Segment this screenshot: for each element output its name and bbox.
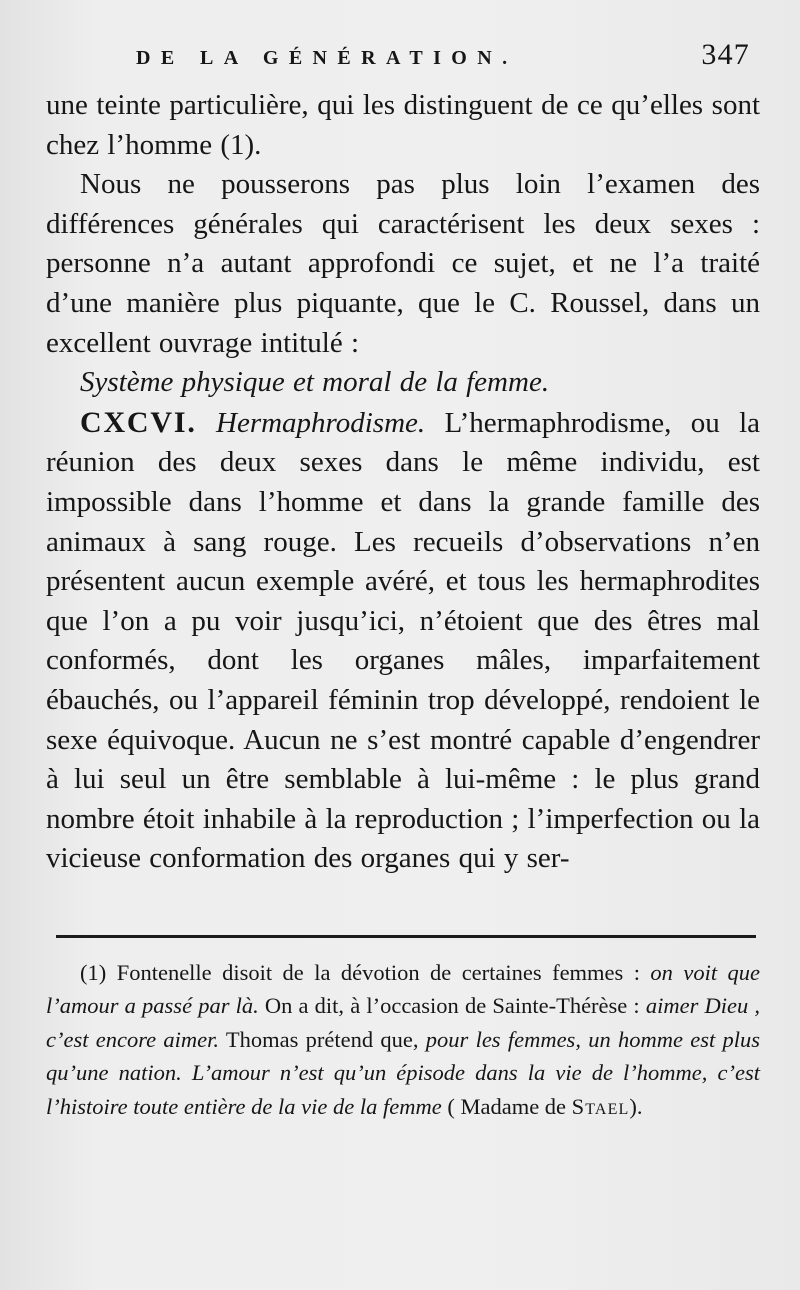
footnote-text: Fontenelle disoit de la dévotion de certaines femmes : [116,959,640,985]
paragraph-hermaphrodisme [46,403,760,879]
paragraph-continued: une teinte particulière, qui les distinguent de ce qu’elles sont chez l’homme (1). [46,89,760,161]
footnote-marker: (1) [80,959,107,985]
section-number: CXCVI. [80,405,197,439]
footnote-quote: pour les femmes, un homme est plus qu’une nation. L’amour n’est qu’un épisode dans la vie de l’homme, c’est l’histoire toute entière de la vie de la femme [46,1026,761,1119]
footnote-text: ( Madame de [447,1093,567,1119]
section-heading: Hermaphrodisme. [216,406,426,439]
footnote-text: On a dit, à l’occasion de Sainte-Thérèse : [264,993,640,1019]
running-title: DE LA GÉNÉRATION. [136,47,518,69]
footnote-separator [56,935,756,938]
book-title: Système physique et moral de la femme. [80,366,550,399]
page-number: 347 [701,38,750,71]
running-header [46,38,760,86]
paragraph-differences [46,165,760,403]
footnote [46,956,760,1124]
footnote-author: Stael [571,1093,630,1119]
main-text [46,86,760,879]
footnote-quote: on voit que l’amour a passé par là. [46,959,761,1019]
footnote-text: ). [629,1093,643,1119]
footnote-quote: aimer Dieu , c’est encore aimer. [46,993,761,1052]
footnotes [46,956,760,1124]
paragraph-text: Nous ne pousserons pas plus loin l’examen des différences générales qui caractérisent les deux sexes : personne n’a autant approfondi ce sujet, et ne l’a traité d’une manière plus piquante, que le C. Roussel, dans un excellent ouvrage intitulé : [46,168,760,359]
footnote-text: Thomas prétend que, [225,1026,419,1052]
paragraph-text: L’hermaphrodisme, ou la réunion des deux sexes dans le même individu, est impossible dans l’homme et dans la grande famille des animaux à sang rouge. Les recueils d’observations n’en présentent aucun exemple avéré, et tous les hermaphrodites que l’on a pu voir jusqu’ici, n’étoient que des êtres mal conformés, dont les organes mâles, imparfaitement ébauchés, ou l’appareil féminin trop développé, rendoient le sexe équivoque. Aucun ne s’est montré capable d’engendrer à lui seul un être semblable à lui-même : le plus grand nombre étoit inhabile à la reproduction ; l’imperfection ou la vicieuse conformation des organes qui y ser- [46,406,761,875]
